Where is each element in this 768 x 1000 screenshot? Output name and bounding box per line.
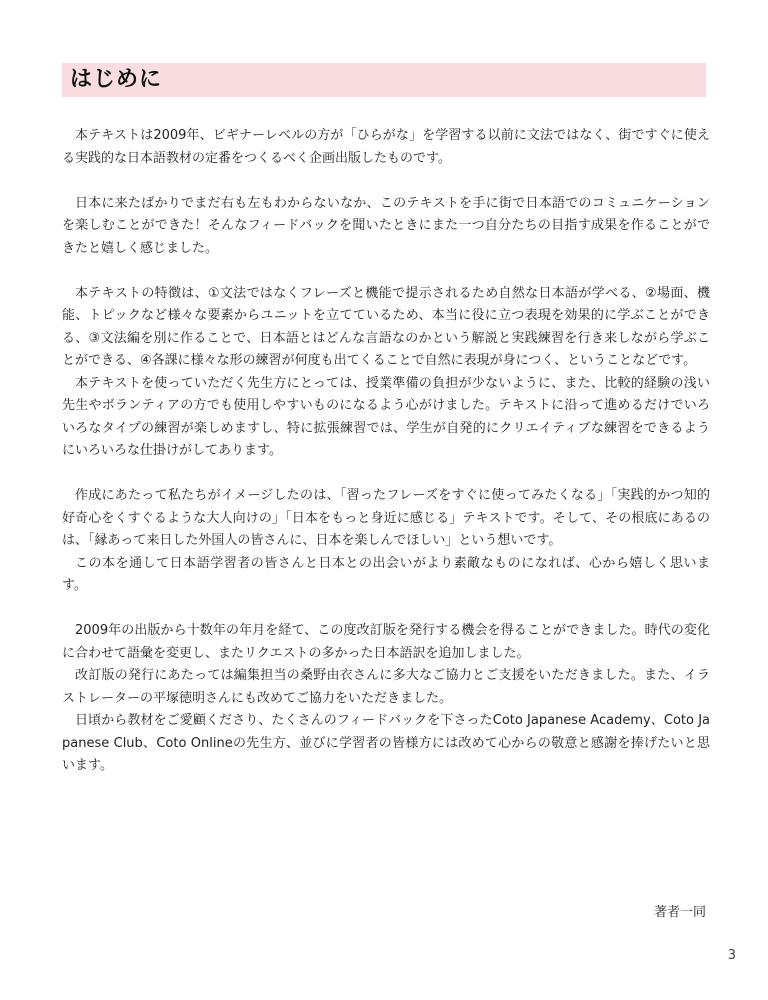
paragraph: この本を通して日本語学習者の皆さんと日本との出会いがより素敵なものになれば、心から嬉しく思います。 xyxy=(62,555,710,593)
page-title: はじめに xyxy=(70,67,163,92)
paragraph: 本テキストの特徴は、①文法ではなくフレーズと機能で提示されるため自然な日本語が学べる、②場面、機能、トピックなど様々な要素からユニットを立てているため、本当に役に立つ表現を効果的に学ぶことができる、③文法編を別に作ることで、日本語とはどんな言語なのかという解説と実践練習を行き来しながら学ぶことができる、④各課に様々な形の練習が何度も出てくることで自然に表現が身につく、ということなどです。 xyxy=(62,285,710,368)
paragraph: 本テキストを使っていただく先生方にとっては、授業準備の負担が少ないように、また、比較的経験の浅い先生やボランティアの方でも使用しやすいものになるよう心がけました。テキストに沿って進めるだけでいろいろなタイプの練習が楽しめますし、特に拡張練習では、学生が自発的にクリエイティブな練習をできるようにいろいろな仕掛けがしてあります。 xyxy=(62,375,710,458)
foreword-body xyxy=(62,125,710,778)
paragraph: 本テキストは2009年、ビギナーレベルの方が「ひらがな」を学習する以前に文法ではなく、街ですぐに使える実践的な日本語教材の定番をつくるべく企画出版したものです。 xyxy=(62,128,710,166)
paragraph: 2009年の出版から十数年の年月を経て、この度改訂版を発行する機会を得ることができました。時代の変化に合わせて語彙を変更し、またリクエストの多かった日本語訳を追加しました。 xyxy=(62,623,710,661)
page-number: 3 xyxy=(727,948,736,963)
paragraph: 日本に来たばかりでまだ右も左もわからないなか、このテキストを手に街で日本語でのコミュニケーションを楽しむことができた！そんなフィードバックを聞いたときにまた一つ自分たちの目指す成果を作ることができたと嬉しく感じました。 xyxy=(62,195,710,256)
paragraph: 日頃から教材をご愛顧くださり、たくさんのフィードバックを下さったCoto Japanese Academy、Coto Japanese Club、Coto Onlineの先生方、並びに学習者の皆様方には改めて心からの敬意と感謝を捧げたいと思います。 xyxy=(62,713,710,773)
paragraph: 改訂版の発行にあたっては編集担当の桑野由衣さんに多大なご協力とご支援をいただきました。また、イラストレーターの平塚徳明さんにも改めてご協力をいただきました。 xyxy=(62,668,710,706)
heading-banner xyxy=(62,63,706,97)
author-signature: 著者一同 xyxy=(653,905,706,920)
paragraph: 作成にあたって私たちがイメージしたのは、「習ったフレーズをすぐに使ってみたくなる」「実践的かつ知的好奇心をくすぐるような大人向けの」「日本をもっと身近に感じる」テキストです。そして、その根底にあるのは、「縁あって来日した外国人の皆さんに、日本を楽しんでほしい」という想いです。 xyxy=(62,488,710,548)
